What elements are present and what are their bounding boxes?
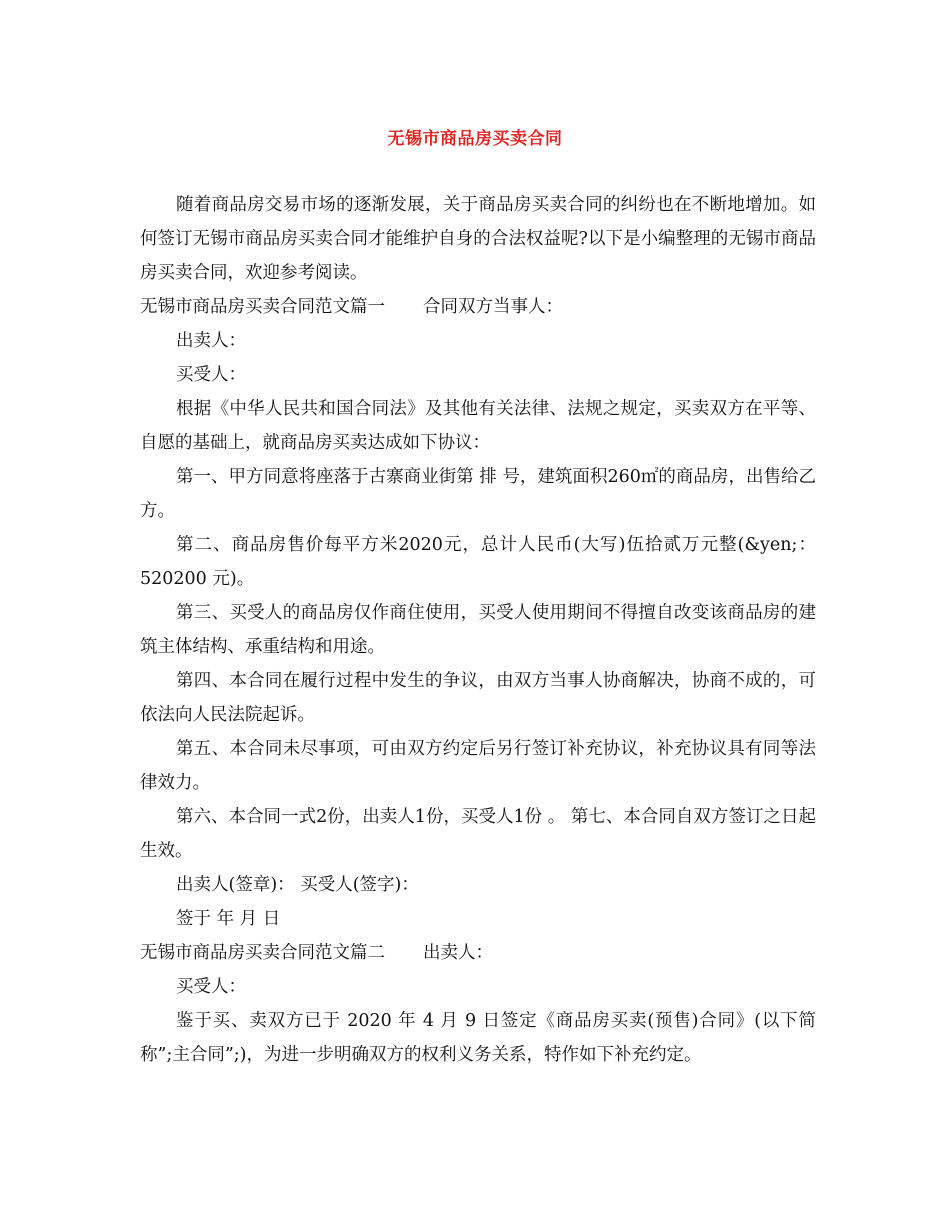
preamble-paragraph: 根据《中华人民共和国合同法》及其他有关法律、法规之规定，买卖双方在平等、自愿的基础上，就商品房买卖达成如下协议：: [140, 399, 816, 453]
clause-three: 第三、买受人的商品房仅作商住使用，买受人使用期间不得擅自改变该商品房的建筑主体结构、承重结构和用途。: [140, 603, 816, 657]
signature-line: 出卖人(签章)： 买受人(签字)：: [176, 875, 419, 895]
sample-one-heading: 无锡市商品房买卖合同范文篇一: [140, 297, 385, 317]
sample-two-buyer-line: 买受人：: [176, 977, 246, 997]
clause-six-seven: 第六、本合同一式2份，出卖人1份，买受人1份 。 第七、本合同自双方签订之日起生效。: [140, 807, 816, 861]
clause-two: 第二、商品房售价每平方米2020元，总计人民币(大写)伍拾贰万元整(&yen;：520200 元)。: [140, 535, 816, 589]
sample-two-seller-label: 出卖人：: [423, 943, 493, 963]
seller-line: 出卖人：: [176, 331, 246, 351]
supplement-paragraph: 鉴于买、卖双方已于 2020 年 4 月 9 日签定《商品房买卖(预售)合同》(以下简称”;主合同”;)，为进一步明确双方的权利义务关系，特作如下补充约定。: [140, 1011, 816, 1065]
document-body: [140, 188, 816, 1072]
sample-one-heading-line: [140, 290, 816, 324]
sample-one-parties-label: 合同双方当事人：: [423, 297, 563, 317]
document-title: 无锡市商品房买卖合同: [387, 129, 563, 149]
sample-two-heading-line: [140, 936, 816, 970]
intro-paragraph: 随着商品房交易市场的逐渐发展，关于商品房买卖合同的纠纷也在不断地增加。如何签订无锡市商品房买卖合同才能维护自身的合法权益呢?以下是小编整理的无锡市商品房买卖合同，欢迎参考阅读。: [140, 195, 816, 283]
sample-two-heading: 无锡市商品房买卖合同范文篇二: [140, 943, 385, 963]
buyer-line: 买受人：: [176, 365, 246, 385]
clause-four: 第四、本合同在履行过程中发生的争议，由双方当事人协商解决，协商不成的，可依法向人民法院起诉。: [140, 671, 816, 725]
clause-one: 第一、甲方同意将座落于古寨商业街第 排 号，建筑面积260㎡的商品房，出售给乙方。: [140, 467, 816, 521]
date-line: 签于 年 月 日: [176, 909, 281, 929]
clause-five: 第五、本合同未尽事项，可由双方约定后另行签订补充协议，补充协议具有同等法律效力。: [140, 739, 816, 793]
